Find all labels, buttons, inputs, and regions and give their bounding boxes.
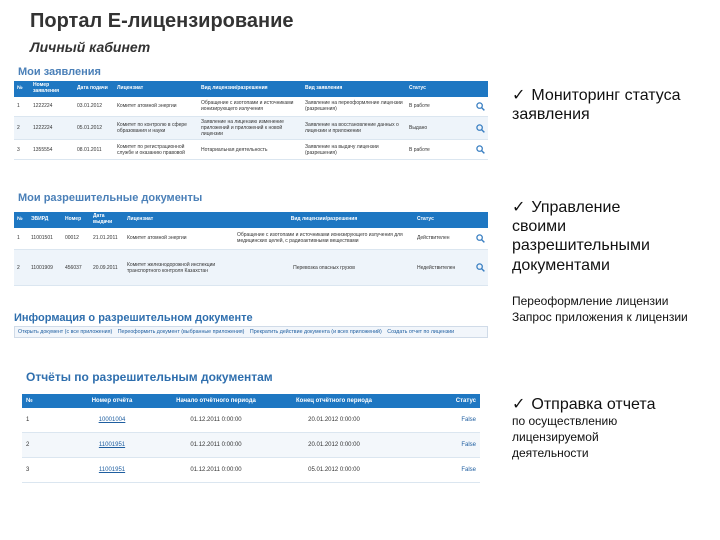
page-title: Портал Е-лицензирование [30, 10, 294, 32]
cell-kind: Заявление на переоформление лицензии (разрешения) [302, 97, 406, 117]
cell-status: В работе [406, 97, 446, 117]
report-number-link[interactable]: 11001951 [66, 433, 158, 458]
reports-title: Отчёты по разрешительным документам [26, 370, 273, 384]
cell-n: 2 [14, 250, 28, 286]
applications-title: Мои заявления [18, 66, 101, 78]
note-monitoring-text: Мониторинг статуса заявления [512, 87, 681, 124]
table-row[interactable] [14, 117, 488, 140]
cell-status: False [394, 408, 480, 433]
column-header[interactable]: № [14, 81, 30, 97]
permit-info-title: Информация о разрешительном документе [14, 312, 253, 324]
cell-end: 20.01.2012 0:00:00 [274, 433, 394, 458]
view-cell [462, 228, 488, 250]
column-header[interactable]: Лицензиат [124, 212, 234, 228]
note-report [512, 395, 712, 414]
cell-n: 3 [22, 458, 66, 483]
column-header[interactable]: Дата выдачи [90, 212, 124, 228]
note-report-text: Отправка отчета [531, 396, 656, 413]
view-cell [446, 117, 488, 140]
column-header[interactable]: Дата подачи [74, 81, 114, 97]
note-reissue: Переоформление лицензии Запрос приложения к лицензии [512, 294, 688, 325]
cell-end: 20.01.2012 0:00:00 [274, 408, 394, 433]
cell-start: 01.12.2011 0:00:00 [158, 408, 274, 433]
cell-n: 1 [22, 408, 66, 433]
note-management [512, 198, 672, 275]
column-header[interactable]: Конец отчётного периода [274, 394, 394, 408]
table-row[interactable] [14, 97, 488, 117]
column-header[interactable]: № [14, 212, 28, 228]
cell-n: 2 [14, 117, 30, 140]
report-number-link[interactable]: 11001951 [66, 458, 158, 483]
column-header[interactable]: Статус [394, 394, 480, 408]
applications-table [14, 81, 488, 160]
cell-kind: Заявление на выдачу лицензии (разрешения) [302, 140, 406, 160]
terminate-document-link[interactable]: Прекратить действие документа (и всех приложений) [249, 329, 382, 335]
column-header[interactable]: Номер заявления [30, 81, 74, 97]
permits-header-row [14, 212, 488, 228]
magnifier-icon[interactable] [476, 102, 485, 111]
cell-number: 1222224 [30, 97, 74, 117]
report-number-link[interactable]: 10001004 [66, 408, 158, 433]
table-row[interactable] [14, 140, 488, 160]
cell-evird: 11001909 [28, 250, 62, 286]
permits-title: Мои разрешительные документы [18, 192, 203, 204]
cell-status: Выдано [406, 117, 446, 140]
column-header [446, 81, 488, 97]
cell-licensee: Комитет атомной энергии [114, 97, 198, 117]
cell-licensee: Комитет по контролю в сфере образования и науки [114, 117, 198, 140]
table-row[interactable] [22, 458, 480, 483]
view-cell [446, 97, 488, 117]
column-header[interactable]: ЭВИРД [28, 212, 62, 228]
view-cell [446, 140, 488, 160]
reports-table [22, 394, 480, 483]
cell-date: 03.01.2012 [74, 97, 114, 117]
table-row[interactable] [22, 433, 480, 458]
page-subtitle: Личный кабинет [30, 39, 151, 55]
cell-date: 05.01.2012 [74, 117, 114, 140]
permit-info-panel [14, 312, 488, 338]
note-report-detail: по осуществлению лицензируемой деятельности [512, 414, 618, 461]
cell-date: 21.01.2011 [90, 228, 124, 250]
cell-licensee: Комитет по регистрационной службе и оказанию правовой [114, 140, 198, 160]
check-icon: ✓ [512, 87, 526, 104]
column-header[interactable]: Статус [414, 212, 462, 228]
cell-type: Нотариальная деятельность [198, 140, 302, 160]
cell-status: В работе [406, 140, 446, 160]
applications-panel [14, 66, 488, 160]
table-row[interactable] [22, 408, 480, 433]
check-icon: ✓ [512, 199, 526, 216]
applications-header-row [14, 81, 488, 97]
column-header[interactable]: Вид лицензии/разрешения [198, 81, 302, 97]
magnifier-icon[interactable] [476, 234, 485, 243]
cell-type: Обращение с изотопами и источниками ионизирующего излучения [198, 97, 302, 117]
table-row[interactable] [14, 228, 488, 250]
column-header[interactable]: Статус [406, 81, 446, 97]
note-management-text: Управление своими разрешительными документами [512, 199, 650, 274]
cell-number: 456037 [62, 250, 90, 286]
cell-kind: Заявление на восстановление данных о лицензии и приложении [302, 117, 406, 140]
cell-type: Обращение с изотопами и источниками ионизирующего излучения для медицинских целей, с радиоактивными веществами [234, 228, 414, 250]
cell-type: Заявление на лицензию изменение приложений и приложений к новой лицензии [198, 117, 302, 140]
column-header [462, 212, 488, 228]
magnifier-icon[interactable] [476, 124, 485, 133]
magnifier-icon[interactable] [476, 263, 485, 272]
cell-evird: 11001501 [28, 228, 62, 250]
column-header[interactable]: Номер отчёта [66, 394, 158, 408]
note-monitoring [512, 86, 712, 124]
cell-n: 3 [14, 140, 30, 160]
table-row[interactable] [14, 250, 488, 286]
cell-status: Действителен [414, 228, 462, 250]
cell-start: 01.12.2011 0:00:00 [158, 433, 274, 458]
cell-n: 2 [22, 433, 66, 458]
open-document-link[interactable]: Открыть документ (с все приложения) [18, 329, 113, 335]
create-report-link[interactable]: Создать отчет по лицензии [387, 329, 455, 335]
column-header[interactable]: Номер [62, 212, 90, 228]
cell-number: 00012 [62, 228, 90, 250]
cell-number: 1222224 [30, 117, 74, 140]
check-icon: ✓ [512, 396, 526, 413]
column-header[interactable]: Начало отчётного периода [158, 394, 274, 408]
cell-licensee: Комитет атомной энергии [124, 228, 234, 250]
cell-date: 08.01.2011 [74, 140, 114, 160]
column-header[interactable]: Лицензиат [114, 81, 198, 97]
cell-status: Недействителен [414, 250, 462, 286]
cell-date: 20.09.2011 [90, 250, 124, 286]
column-header[interactable]: № [22, 394, 66, 408]
cell-n: 1 [14, 228, 28, 250]
view-cell [462, 250, 488, 286]
cell-end: 05.01.2012 0:00:00 [274, 458, 394, 483]
cell-start: 01.12.2011 0:00:00 [158, 458, 274, 483]
cell-licensee: Комитет железнодорожной инспекции транспортного контроля Казахстан [124, 250, 234, 286]
reports-header-row [22, 394, 480, 408]
permits-panel [14, 192, 488, 286]
cell-status: False [394, 458, 480, 483]
permit-actions-bar [14, 326, 488, 338]
reissue-document-link[interactable]: Переоформить документ (выбранные приложения) [117, 329, 245, 335]
column-header[interactable]: Вид лицензии/разрешения [234, 212, 414, 228]
cell-number: 1355554 [30, 140, 74, 160]
cell-n: 1 [14, 97, 30, 117]
column-header[interactable]: Вид заявления [302, 81, 406, 97]
magnifier-icon[interactable] [476, 145, 485, 154]
reports-panel [22, 370, 480, 483]
cell-type: Перевозка опасных грузов [234, 250, 414, 286]
cell-status: False [394, 433, 480, 458]
permits-table [14, 212, 488, 286]
